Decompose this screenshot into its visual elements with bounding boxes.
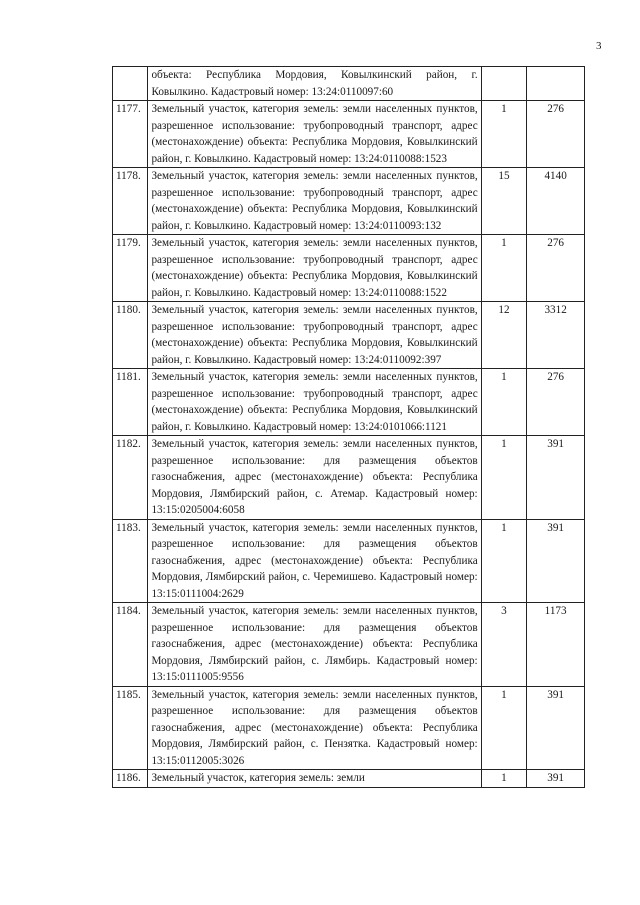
- row-number-cell: [113, 770, 148, 788]
- row-area-cell: [527, 603, 585, 687]
- row-quantity-cell: [481, 369, 527, 436]
- row-area: 276: [547, 103, 565, 115]
- row-description-cell: [148, 101, 481, 168]
- row-description: Земельный участок, категория земель: земли населенных пунктов, разрешенное использование: трубопроводный транспорт, адрес (местонахождение) объекта: Республика Мордовия, Ковылкинский район, г. Ковылкино. Кадастровый номер: 13:24:0110092:397: [151, 304, 478, 366]
- row-number-cell: [113, 168, 148, 235]
- row-number: 1183.: [116, 521, 141, 534]
- row-quantity: 1: [501, 521, 507, 534]
- table-row: [113, 168, 585, 235]
- row-quantity-cell: [481, 770, 527, 788]
- row-area-cell: [527, 67, 585, 101]
- row-area: 391: [547, 438, 565, 450]
- row-number: 1179.: [116, 237, 141, 249]
- row-description: Земельный участок, категория земель: земли населенных пунктов, разрешенное использование: для размещения объектов газоснабжения, адрес (местонахождение) объекта: Республика Мордовия, Лямбирский район, с. Атемар. Кадастровый номер: 13:15:0205004:6058: [151, 438, 478, 516]
- row-number: 1178.: [116, 170, 141, 182]
- row-quantity-cell: [481, 603, 527, 687]
- row-area-cell: [527, 369, 585, 436]
- row-quantity-cell: [481, 168, 527, 235]
- row-quantity-cell: [481, 101, 527, 168]
- row-number-cell: [113, 436, 148, 520]
- land-parcel-table: [112, 66, 585, 788]
- table-row: [113, 519, 585, 603]
- row-area: 391: [547, 772, 565, 784]
- row-number: 1186.: [116, 772, 141, 784]
- row-number-cell: [113, 686, 148, 770]
- row-area: 391: [547, 688, 565, 701]
- row-quantity-cell: [481, 686, 527, 770]
- row-area: 4140: [544, 170, 567, 182]
- row-quantity-cell: [481, 436, 527, 520]
- row-number: 1184.: [116, 605, 141, 617]
- row-quantity-cell: [481, 67, 527, 101]
- table-body: [113, 67, 585, 788]
- row-number-cell: [113, 101, 148, 168]
- row-area-cell: [527, 101, 585, 168]
- row-description-cell: [148, 519, 481, 603]
- row-description-cell: [148, 369, 481, 436]
- row-number: 1180.: [116, 304, 141, 316]
- row-quantity: 1: [501, 438, 507, 450]
- row-area-cell: [527, 770, 585, 788]
- row-description: Земельный участок, категория земель: земли: [151, 772, 365, 784]
- row-quantity: 1: [501, 237, 507, 249]
- row-description: Земельный участок, категория земель: земли населенных пунктов, разрешенное использование: для размещения объектов газоснабжения, адрес (местонахождение) объекта: Республика Мордовия, Лямбирский район, с. Пензятка. Кадастровый номер: 13:15:0112005:3026: [151, 688, 478, 767]
- table-row: [113, 101, 585, 168]
- row-number: 1181.: [116, 371, 141, 383]
- row-description: Земельный участок, категория земель: земли населенных пунктов, разрешенное использование: трубопроводный транспорт, адрес (местонахождение) объекта: Республика Мордовия, Ковылкинский район, г. Ковылкино. Кадастровый номер: 13:24:0110093:132: [151, 170, 478, 232]
- row-number-cell: [113, 519, 148, 603]
- table-row: [113, 235, 585, 302]
- row-area-cell: [527, 686, 585, 770]
- row-description: Земельный участок, категория земель: земли населенных пунктов, разрешенное использование: трубопроводный транспорт, адрес (местонахождение) объекта: Республика Мордовия, Ковылкинский район, г. Ковылкино. Кадастровый номер: 13:24:0110088:1522: [151, 237, 478, 299]
- table-row: [113, 369, 585, 436]
- row-area-cell: [527, 235, 585, 302]
- row-quantity-cell: [481, 235, 527, 302]
- row-area-cell: [527, 302, 585, 369]
- row-description-cell: [148, 770, 481, 788]
- row-area-cell: [527, 519, 585, 603]
- row-description: объекта: Республика Мордовия, Ковылкинский район, г. Ковылкино. Кадастровый номер: 13:24:0110097:60: [151, 69, 478, 98]
- table-row: [113, 603, 585, 687]
- row-number-cell: [113, 369, 148, 436]
- row-area: 276: [547, 237, 565, 249]
- row-number-cell: [113, 67, 148, 101]
- page-number: 3: [596, 40, 602, 52]
- row-quantity: 1: [501, 772, 507, 784]
- row-quantity-cell: [481, 519, 527, 603]
- row-area: 3312: [544, 304, 567, 316]
- table-row-continued: [113, 67, 585, 101]
- table-row: [113, 770, 585, 788]
- row-description-cell: [148, 235, 481, 302]
- table-row: [113, 436, 585, 520]
- row-quantity-cell: [481, 302, 527, 369]
- row-area: 1173: [544, 605, 567, 617]
- row-description-cell: [148, 168, 481, 235]
- table-row: [113, 302, 585, 369]
- row-number: 1185.: [116, 688, 141, 701]
- row-quantity: 3: [501, 605, 507, 617]
- row-quantity: 1: [501, 371, 507, 383]
- row-description-cell: [148, 302, 481, 369]
- row-description-cell: [148, 686, 481, 770]
- row-number-cell: [113, 302, 148, 369]
- row-area: 391: [547, 521, 565, 534]
- row-area-cell: [527, 436, 585, 520]
- table-row: [113, 686, 585, 770]
- row-quantity: 1: [501, 103, 507, 115]
- row-description: Земельный участок, категория земель: земли населенных пунктов, разрешенное использование: для размещения объектов газоснабжения, адрес (местонахождение) объекта: Республика Мордовия, Лямбирский район, с. Лямбирь. Кадастровый номер: 13:15:0111005:9556: [151, 605, 478, 683]
- row-quantity: 15: [498, 170, 510, 182]
- row-description: Земельный участок, категория земель: земли населенных пунктов, разрешенное использование: для размещения объектов газоснабжения, адрес (местонахождение) объекта: Республика Мордовия, Лямбирский район, с. Черемишево. Кадастровый номер: 13:15:0111004:2629: [151, 521, 478, 600]
- row-number: 1177.: [116, 103, 141, 115]
- row-area-cell: [527, 168, 585, 235]
- row-number: 1182.: [116, 438, 141, 450]
- row-number-cell: [113, 603, 148, 687]
- row-description: Земельный участок, категория земель: земли населенных пунктов, разрешенное использование: трубопроводный транспорт, адрес (местонахождение) объекта: Республика Мордовия, Ковылкинский район, г. Ковылкино. Кадастровый номер: 13:24:0110088:1523: [151, 103, 478, 165]
- row-description-cell: [148, 603, 481, 687]
- row-area: 276: [547, 371, 565, 383]
- row-number-cell: [113, 235, 148, 302]
- row-quantity: 1: [501, 688, 507, 701]
- row-quantity: 12: [498, 304, 510, 316]
- row-description-cell: [148, 436, 481, 520]
- row-description: Земельный участок, категория земель: земли населенных пунктов, разрешенное использование: трубопроводный транспорт, адрес (местонахождение) объекта: Республика Мордовия, Ковылкинский район, г. Ковылкино. Кадастровый номер: 13:24:0101066:1121: [151, 371, 478, 433]
- row-description-cell: [148, 67, 481, 101]
